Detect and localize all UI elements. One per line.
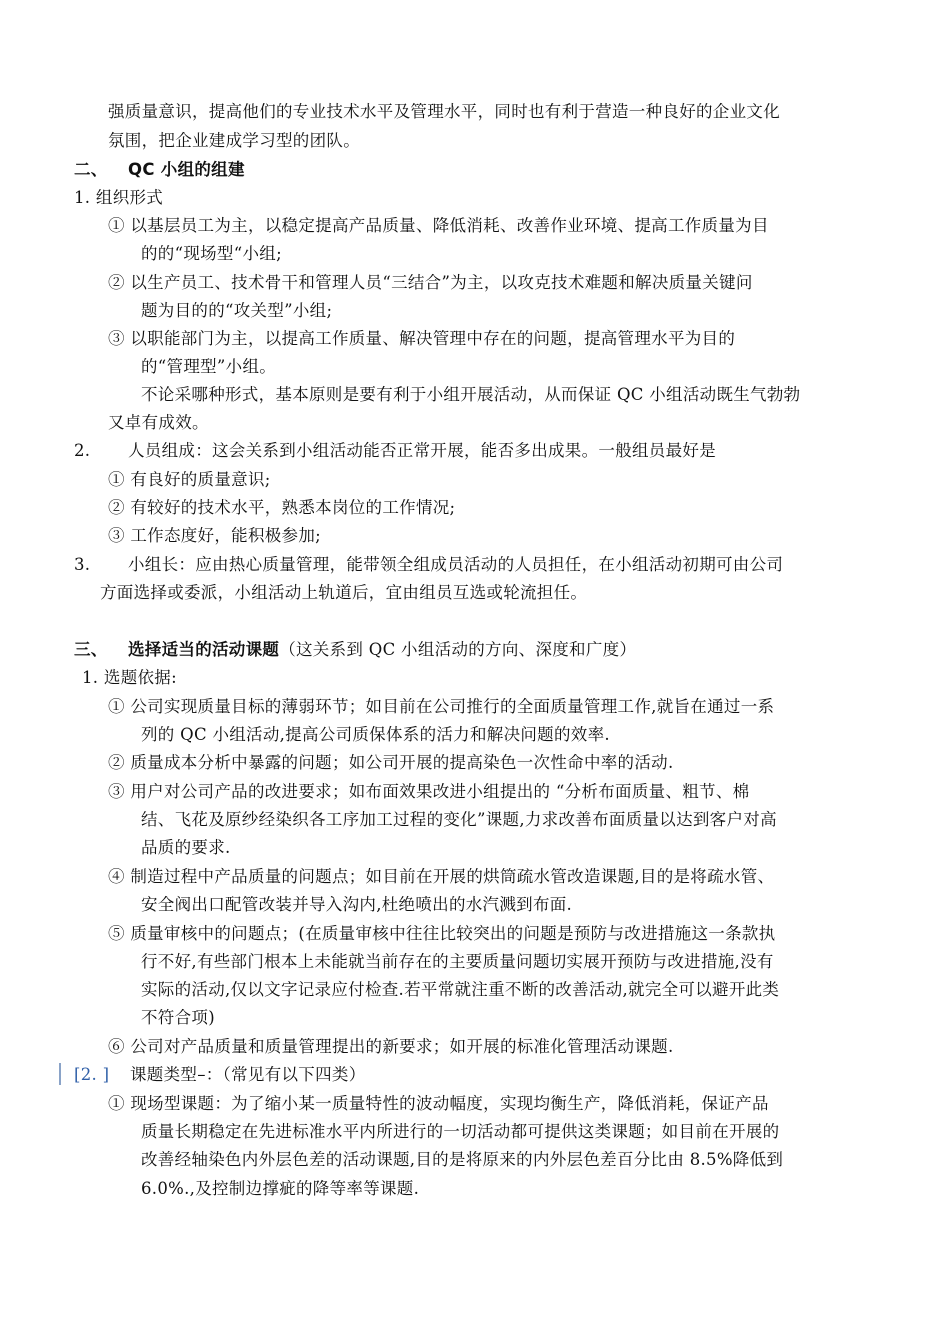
section-2-item-1-heading: 1. 组织形式 (74, 188, 164, 207)
list-item-3b: ② 质量成本分析中暴露的问题；如公司开展的提高染色一次性命中率的活动. (108, 753, 674, 772)
list-item-3a-line-1: ① 公司实现质量目标的薄弱环节；如目前在公司推行的全面质量管理工作,就旨在通过一系 (108, 697, 775, 716)
list-item-1c-line-2: 的“管理型”小组。 (141, 357, 277, 376)
section-2-item-3-text-2: 方面选择或委派，小组活动上轨道后，宜由组员互选或轮流担任。 (100, 583, 588, 602)
list-item-2b: ② 有较好的技术水平，熟悉本岗位的工作情况; (108, 498, 456, 517)
list-item-3d-line-1: ④ 制造过程中产品质量的问题点；如目前在开展的烘筒疏水管改造课题,目的是将疏水管、 (108, 867, 775, 886)
list-item-4a-line-2: 质量长期稳定在先进标准水平内所进行的一切活动都可提供这类课题；如目前在开展的 (141, 1122, 780, 1141)
section-2-number: 二、 (74, 160, 108, 179)
list-item-3e-line-2: 行不好,有些部门根本上未能就当前存在的主要质量问题切实展开预防与改进措施,没有 (141, 952, 774, 971)
list-item-2a: ① 有良好的质量意识; (108, 470, 271, 489)
list-item-3f: ⑥ 公司对产品质量和质量管理提出的新要求；如开展的标准化管理活动课题. (108, 1037, 674, 1056)
section-3-item-2-heading: 课题类型–：（常见有以下四类） (130, 1065, 366, 1084)
intro-line-1: 强质量意识，提高他们的专业技术水平及管理水平，同时也有利于营造一种良好的企业文化 (108, 102, 780, 121)
section-2-item-3-number: 3. (74, 555, 91, 574)
list-item-1b-line-1: ② 以生产员工、技术骨干和管理人员“三结合”为主，以攻克技术难题和解决质量关键问 (108, 273, 753, 292)
section-3-number: 三、 (74, 640, 108, 659)
paragraph-line-2: 又卓有成效。 (108, 413, 209, 432)
section-3-item-2-number: [2. ] (74, 1065, 110, 1084)
list-item-4a-line-1: ① 现场型课题：为了缩小某一质量特性的波动幅度，实现均衡生产，降低消耗，保证产品 (108, 1094, 769, 1113)
section-3-heading (128, 637, 636, 663)
paragraph-line-1: 不论采哪种形式，基本原则是要有利于小组开展活动，从而保证 QC 小组活动既生气勃勃 (141, 385, 801, 404)
section-2-item-3-text-1: 小组长：应由热心质量管理，能带领全组成员活动的人员担任，在小组活动初期可由公司 (128, 555, 784, 574)
intro-line-2: 氛围，把企业建成学习型的团队。 (108, 131, 360, 150)
section-2-title: QC 小组的组建 (128, 160, 245, 179)
list-item-3e-line-1: ⑤ 质量审核中的问题点；(在质量审核中往往比较突出的问题是预防与改进措施这一条款执 (108, 924, 776, 943)
section-2-item-2-number: 2. (74, 441, 91, 460)
list-item-2c: ③ 工作态度好，能积极参加; (108, 526, 322, 545)
list-item-3e-line-3: 实际的活动,仅以文字记录应付检查.若平常就注重不断的改善活动,就完全可以避开此类 (141, 980, 780, 999)
list-item-4a-line-4: 6.0%.,及控制边撑疵的降等率等课题. (141, 1179, 420, 1198)
section-3-title: 选择适当的活动课题 (128, 640, 280, 659)
list-item-3d-line-2: 安全阀出口配管改装并导入沟内,杜绝喷出的水汽溅到布面. (141, 895, 573, 914)
list-item-3c-line-1: ③ 用户对公司产品的改进要求；如布面效果改进小组提出的 “分析布面质量、粗节、棉 (108, 782, 750, 801)
list-item-1c-line-1: ③ 以职能部门为主，以提高工作质量、解决管理中存在的问题，提高管理水平为目的 (108, 329, 736, 348)
list-item-1b-line-2: 题为目的的“攻关型”小组; (141, 301, 333, 320)
list-item-4a-line-3: 改善经轴染色内外层色差的活动课题,目的是将原来的内外层色差百分比由 8.5%降低到 (141, 1150, 784, 1169)
list-item-3a-line-2: 列的 QC 小组活动,提高公司质保体系的活力和解决问题的效率. (141, 725, 610, 744)
list-item-1a-line-1: ① 以基层员工为主，以稳定提高产品质量、降低消耗、改善作业环境、提高工作质量为目 (108, 216, 769, 235)
list-item-3e-line-4: 不符合项) (141, 1008, 215, 1027)
section-2-item-2-text: 人员组成：这会关系到小组活动能否正常开展，能否多出成果。一般组员最好是 (128, 441, 716, 460)
revision-bar (59, 1063, 61, 1085)
section-3-title-note: （这关系到 QC 小组活动的方向、深度和广度） (279, 640, 637, 659)
section-3-item-1-heading: 1. 选题依据: (82, 668, 177, 687)
list-item-1a-line-2: 的的“现场型“小组; (141, 244, 282, 263)
list-item-3c-line-2: 结、飞花及原纱经染织各工序加工过程的变化”课题,力求改善布面质量以达到客户对高 (141, 810, 777, 829)
list-item-3c-line-3: 品质的要求. (141, 838, 231, 857)
